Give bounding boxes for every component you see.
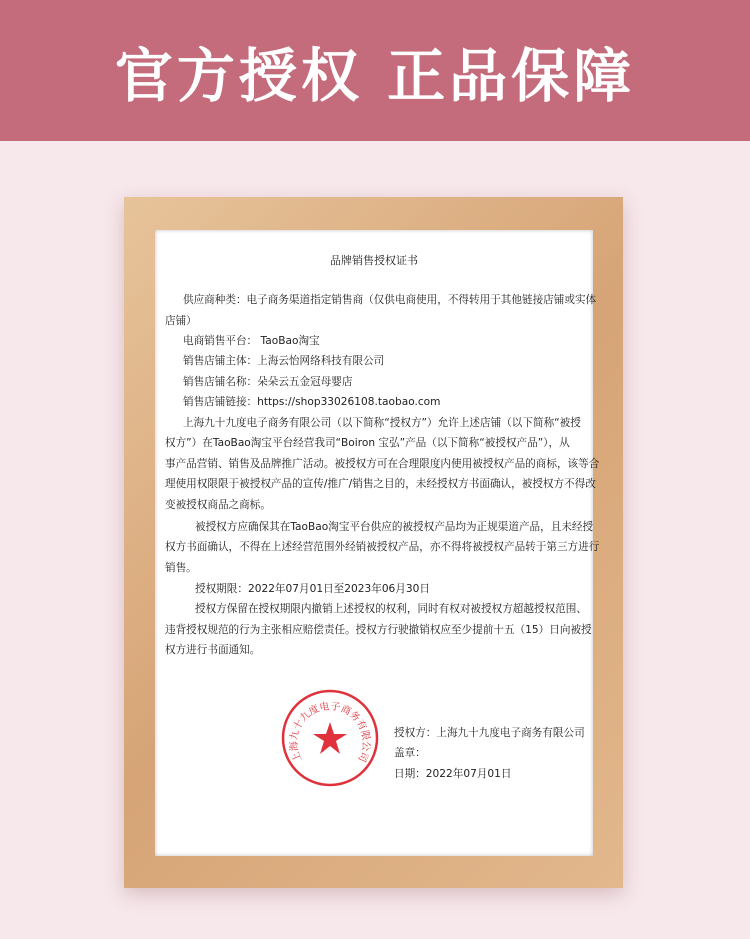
supplier-type-line: 店铺） — [165, 315, 197, 327]
supplier-type-line: 供应商种类：电子商务渠道指定销售商（仅供电商使用，不得转用于其他链接店铺或实体 — [183, 294, 597, 306]
header-banner — [0, 0, 750, 141]
certificate-document — [155, 230, 600, 856]
stamp-text: 上海九十九度电子商务有限公司 — [288, 701, 372, 764]
platform-line: 电商销售平台： TaoBao淘宝 — [183, 335, 320, 347]
para1-line: 变被授权商品之商标。 — [165, 499, 271, 511]
store-link-line: 销售店铺链接：https://shop33026108.taobao.com — [183, 396, 441, 408]
authorizer-line: 授权方：上海九十九度电子商务有限公司 — [394, 727, 585, 739]
para3-line: 权方进行书面通知。 — [165, 644, 261, 656]
para2-line: 被授权方应确保其在TaoBao淘宝平台供应的被授权产品均为正规渠道产品，且未经授 — [195, 521, 594, 533]
para1-line: 事产品营销、销售及品牌推广活动。被授权方可在合理限度内使用被授权产品的商标，该等合 — [165, 458, 600, 470]
banner-title: 官方授权 正品保障 — [114, 41, 636, 110]
para1-line: 上海九十九度电子商务有限公司（以下简称“授权方”）允许上述店铺（以下简称“被授 — [183, 417, 581, 429]
star-icon — [313, 722, 347, 754]
certificate-title: 品牌销售授权证书 — [330, 254, 418, 267]
para2-line: 销售。 — [165, 562, 197, 574]
para1-line: 权方”）在TaoBao淘宝平台经营我司“Boiron 宝弘”产品（以下简称“被授权产品”），从 — [165, 437, 570, 449]
store-name-line: 销售店铺名称：朵朵云五金冠母婴店 — [183, 376, 353, 388]
seal-label: 盖章： — [394, 747, 426, 759]
date-line: 日期：2022年07月01日 — [394, 768, 512, 780]
para3-line: 违背授权规范的行为主张相应赔偿责任。授权方行驶撤销权应至少提前十五（15）日向被授 — [165, 624, 592, 636]
para3-line: 授权方保留在授权期限内撤销上述授权的权利，同时有权对被授权方超越授权范围、 — [195, 603, 587, 615]
term-line: 授权期限：2022年07月01日至2023年06月30日 — [195, 583, 430, 595]
para2-line: 权方书面确认，不得在上述经营范围外经销被授权产品，亦不得将被授权产品转于第三方进行 — [165, 541, 600, 553]
store-entity-line: 销售店铺主体：上海云怡网络科技有限公司 — [183, 355, 385, 367]
para1-line: 理使用权限限于被授权产品的宣传/推广/销售之目的，未经授权方书面确认，被授权方不得改 — [165, 478, 596, 490]
company-seal-stamp — [280, 688, 380, 788]
